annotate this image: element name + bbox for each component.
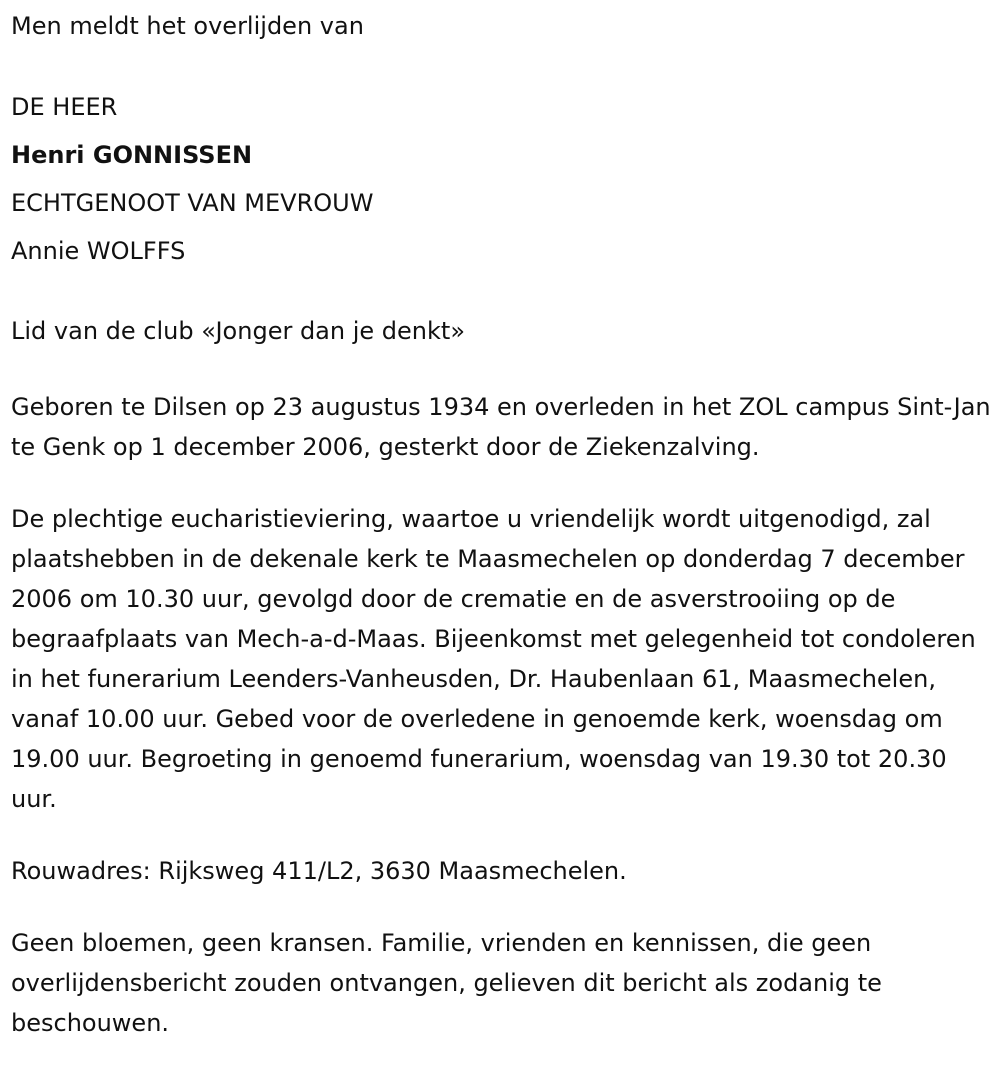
ceremony-paragraph: De plechtige eucharistieviering, waartoe u vriendelijk wordt uitgenodigd, zal plaatshebben in de dekenale kerk te Maasmechelen op donderdag 7 december 2006 om 10.30 uur, gevolgd door de crematie en de asverstrooiing op de begraafplaats van Mech-a-d-Maas. Bijeenkomst met gelegenheid tot condoleren in het funerarium Leenders-Vanheusden, Dr. Haubenlaan 61, Maasmechelen, vanaf 10.00 uur. Gebed voor de overledene in genoemde kerk, woensdag om 19.00 uur. Begroeting in genoemd funerarium, woensdag van 19.30 tot 20.30 uur. — [11, 505, 976, 813]
membership-text: Lid van de club «Jonger dan je denkt» — [11, 317, 465, 345]
death-notice — [11, 0, 991, 1043]
relation-text: ECHTGENOOT VAN MEVROUW — [11, 189, 374, 217]
closing-paragraph: Geen bloemen, geen kransen. Familie, vrienden en kennissen, die geen overlijdensbericht zouden ontvangen, gelieven dit bericht als zodanig te beschouwen. — [11, 929, 882, 1037]
intro-text: Men meldt het overlijden van — [11, 12, 364, 40]
deceased-name: Henri GONNISSEN — [11, 141, 253, 169]
address-text: Rouwadres: Rijksweg 411/L2, 3630 Maasmechelen. — [11, 857, 627, 885]
title-text: DE HEER — [11, 93, 118, 121]
spouse-name: Annie WOLFFS — [11, 237, 186, 265]
birth-death-paragraph: Geboren te Dilsen op 23 augustus 1934 en overleden in het ZOL campus Sint-Jan te Genk op 1 december 2006, gesterkt door de Ziekenzalving. — [11, 393, 991, 461]
